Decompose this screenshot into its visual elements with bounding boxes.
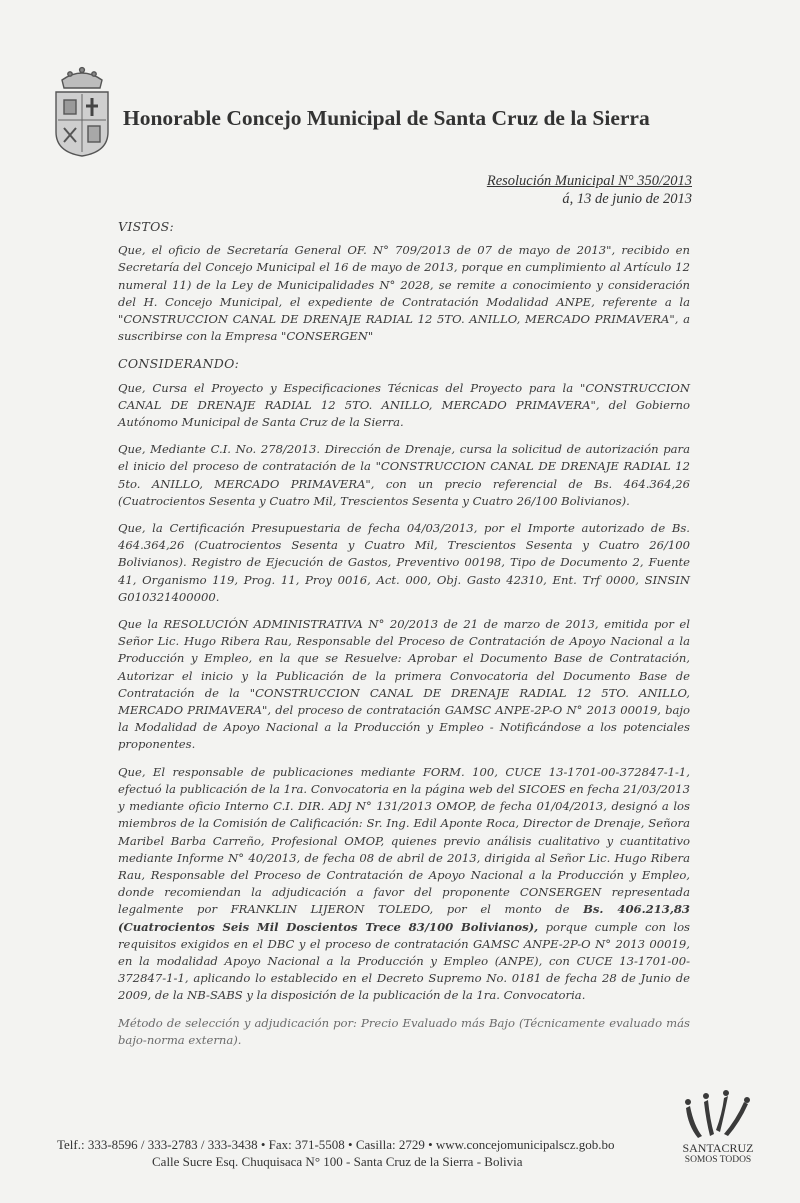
considerando-paragraph-2: Que, Mediante C.I. No. 278/2013. Dirección de Drenaje, cursa la solicitud de autorización para el inicio del proceso de contratación de la "CONSTRUCCION CANAL DE DRENAJE RADIAL 12 5to. ANILLO, MERCADO PRIMAVERA", con un precio referencial de Bs. 464.364,26 (Cuatrocientos Sesenta y Cuatro Mil, Trescientos Sesenta y Cuatro 26/100 Bolivianos). (118, 442, 690, 508)
logo-tagline: SOMOS TODOS (684, 1155, 752, 1165)
paragraph-5-text-a: Que, El responsable de publicaciones mediante FORM. 100, CUCE 13-1701-00-372847-1-1, efectuó la publicación de la 1ra. Convocatoria en la página web del SICOES en fecha 21/03/2013 y mediante oficio Interno C.I. DIR. ADJ N° 131/2013 OMOP, de fecha 01/04/2013, designó a los miembros de la Comisión de Calificación: Sr. Ing. Edil Aponte Roca, Director de Drenaje, Señora Maribel Barba Carreño, Profesional OMOP, quienes previo análisis cualitativo y cuantitativo mediante Informe N° 40/2013, de fecha 08 de abril de 2013, dirigida al Señor Lic. Hugo Ribera Rau, Responsable del Proceso de Contratación de Apoyo Nacional a la Producción y Empleo, donde recomiendan la adjudicación a favor del proponente CONSERGEN representada legalmente por FRANKLIN LIJERON TOLEDO, por el monto de (118, 764, 690, 917)
vistos-paragraph: Que, el oficio de Secretaría General OF. N° 709/2013 de 07 de mayo de 2013", recibido en Secretaría del Concejo Municipal el 16 de mayo de 2013, porque en cumplimiento al Artículo 12 numeral 11) de la Ley de Municipalidades N° 2028, se remite a conocimiento y consideración del H. Concejo Municipal, el expediente de Contratación Modalidad ANPE, referente a la "CONSTRUCCION CANAL DE DRENAJE RADIAL 12 5TO. ANILLO, MERCADO PRIMAVERA", a suscribirse con la Empresa "CONSERGEN" (118, 243, 690, 344)
coat-of-arms-icon (52, 62, 112, 158)
footer-address: Calle Sucre Esq. Chuquisaca N° 100 - Santa Cruz de la Sierra - Bolivia (152, 1154, 523, 1169)
vistos-heading: VISTOS: (118, 219, 174, 234)
paragraph-5-text-b: porque cumple con los requisitos exigidos en el DBC y el proceso de contratación GAMSC ANPE-2P-O N° 2013 00019, en la modalidad Apoyo Nacional a la Producción y Empleo (ANPE), con CUCE 13-1701-00-372847-1-1, aplicando lo establecido en el Decreto Supremo No. 0181 de fecha 28 de Junio de 2009, de la NB-SABS y la disposición de la publicación de la 1ra. Convocatoria. (118, 919, 691, 1003)
footer-contact: Telf.: 333-8596 / 333-2783 / 333-3438 • Fax: 371-5508 • Casilla: 2729 • www.concejomunicipalscz.gob.bo (57, 1137, 615, 1152)
considerando-paragraph-1: Que, Cursa el Proyecto y Especificaciones Técnicas del Proyecto para la "CONSTRUCCION CANAL DE DRENAJE RADIAL 12 5TO. ANILLO, MERCADO PRIMAVERA", del Gobierno Autónomo Municipal de Santa Cruz de la Sierra. (118, 380, 690, 430)
considerando-paragraph-3: Que, la Certificación Presupuestaria de fecha 04/03/2013, por el Importe autorizado de Bs. 464.364,26 (Cuatrocientos Sesenta y Cuatro Mil, Trescientos Sesenta y Cuatro 26/100 Bolivianos). Registro de Ejecución de Gastos, Preventivo 00198, Tipo de Documento 2, Fuente 41, Organismo 119, Prog. 11, Proy 0016, Act. 000, Obj. Gasto 42310, Ent. Trf 0000, SINSIN G010321400000. (118, 521, 690, 604)
selection-method: Método de selección y adjudicación por: Precio Evaluado más Bajo (Técnicamente evaluado más bajo-norma externa). (118, 1015, 690, 1047)
resolution-date: á, 13 de junio de 2013 (562, 191, 692, 207)
resolution-block (487, 172, 692, 208)
adjudication-amount: Bs. 406.213,83 (Cuatrocientos Seis Mil Doscientos Trece 83/100 Bolivianos), (118, 902, 691, 934)
considerando-paragraph-4: Que la RESOLUCIÓN ADMINISTRATIVA N° 20/2013 de 21 de marzo de 2013, emitida por el Señor Lic. Hugo Ribera Rau, Responsable del Proceso de Contratación de Apoyo Nacional a la Producción y Empleo, en la que se Resuelve: Aprobar el Documento Base de Contratación, Autorizar el inicio y la Publicación de la primera Convocatoria del Documento Base de Contratación de la "CONSTRUCCION CANAL DE DRENAJE RADIAL 12 5TO. ANILLO, MERCADO PRIMAVERA", del proceso de contratación GAMSC ANPE-2P-O N° 2013 00019, bajo la Modalidad de Apoyo Nacional a la Producción y Empleo - Notificándose a los potenciales proponentes. (118, 617, 690, 752)
logo-name: SANTACRUZ (682, 1141, 754, 1155)
document-body (118, 218, 690, 1059)
logo-text (674, 1142, 762, 1166)
considerando-heading: CONSIDERANDO: (118, 356, 240, 372)
resolution-number: Resolución Municipal N° 350/2013 (486, 173, 692, 189)
page-title: Honorable Concejo Municipal de Santa Cruz de la Sierra (123, 106, 650, 130)
considerando-paragraph-5 (118, 764, 690, 1005)
